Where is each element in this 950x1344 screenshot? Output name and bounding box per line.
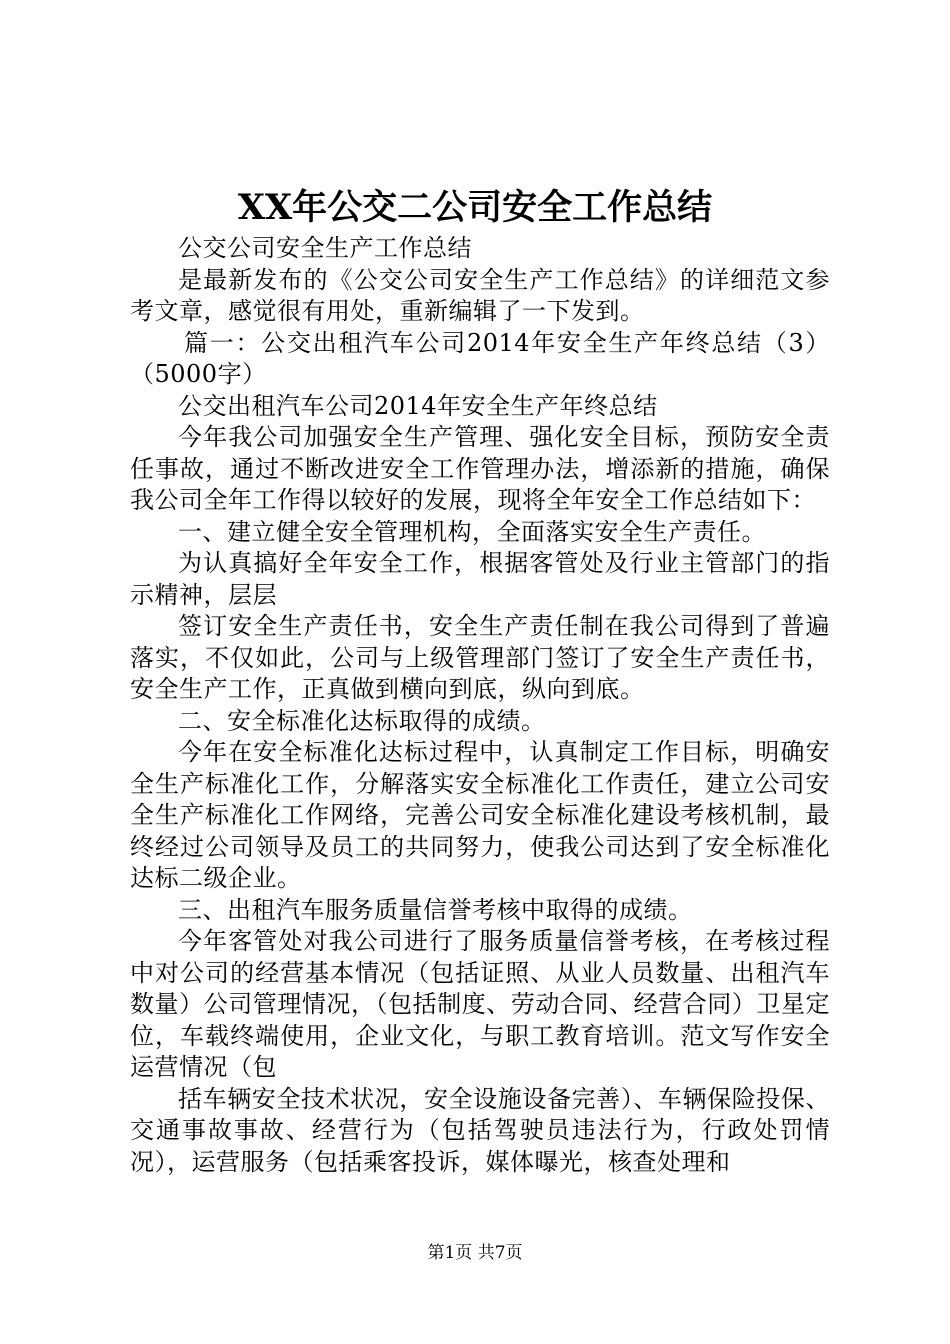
document-body — [130, 233, 830, 1178]
paragraph-intro: 是最新发布的《公交公司安全生产工作总结》的详细范文参考文章，感觉很有用处，重新编辑了一下发到。 — [130, 265, 830, 325]
paragraph-part-one-heading: 篇一：公交出租汽车公司2014年安全生产年终总结（3）（5000字） — [130, 328, 830, 388]
page-footer: 第1页 共7页 — [427, 1243, 523, 1263]
paragraph-section-one-heading: 一、建立健全安全管理机构，全面落实安全生产责任。 — [178, 517, 766, 546]
paragraph-section-two-heading: 二、安全标准化达标取得的成绩。 — [178, 706, 546, 735]
paragraph-report-title: 公交出租汽车公司2014年安全生产年终总结 — [178, 391, 658, 420]
paragraph-section-one-body-b: 签订安全生产责任书，安全生产责任制在我公司得到了普遍落实，不仅如此，公司与上级管理部门签订了安全生产责任书，安全生产工作，正真做到横向到底，纵向到底。 — [130, 612, 830, 703]
paragraph-section-three-body-a: 今年客管处对我公司进行了服务质量信誉考核，在考核过程中对公司的经营基本情况（包括证照、从业人员数量、出租汽车数量）公司管理情况，（包括制度、劳动合同、经营合同）卫星定位，车载终端使用，企业文化，与职工教育培训。范文写作安全运营情况（包 — [130, 927, 830, 1081]
paragraph-section-one-body-a: 为认真搞好全年安全工作，根据客管处及行业主管部门的指示精神，层层 — [130, 549, 830, 609]
paragraph-subtitle: 公交公司安全生产工作总结 — [178, 234, 472, 262]
paragraph-section-three-heading: 三、出租汽车服务质量信誉考核中取得的成绩。 — [178, 895, 693, 924]
paragraph-section-two-body: 今年在安全标准化达标过程中，认真制定工作目标，明确安全生产标准化工作，分解落实安全标准化工作责任，建立公司安全生产标准化工作网络，完善公司安全标准化建设考核机制，最终经过公司领导及员工的共同努力，使我公司达到了安全标准化达标二级企业。 — [130, 738, 830, 892]
document-title: XX年公交二公司安全工作总结 — [237, 187, 713, 228]
paragraph-section-three-body-b: 括车辆安全技术状况，安全设施设备完善）、车辆保险投保、交通事故事故、经营行为（包括驾驶员违法行为，行政处罚情况），运营服务（包括乘客投诉，媒体曝光，核查处理和 — [130, 1084, 830, 1176]
paragraph-overview: 今年我公司加强安全生产管理、强化安全目标，预防安全责任事故，通过不断改进安全工作管理办法，增添新的措施，确保我公司全年工作得以较好的发展，现将全年安全工作总结如下： — [130, 423, 830, 514]
